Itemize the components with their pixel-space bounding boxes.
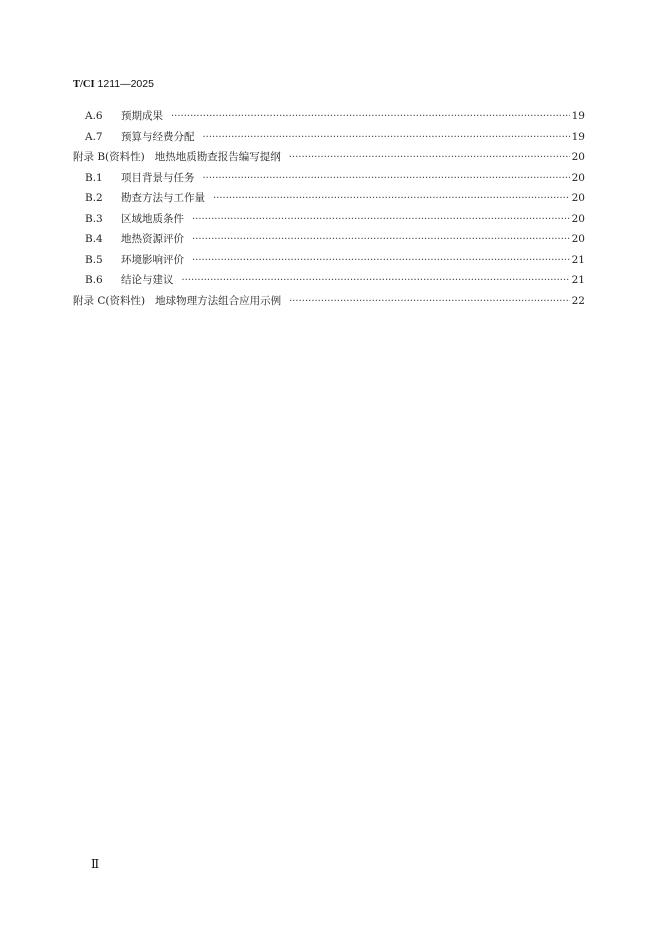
toc-entry-b6[interactable] bbox=[73, 272, 585, 293]
toc-entry-page: 20 bbox=[571, 212, 585, 225]
toc-leader-dots bbox=[182, 275, 570, 286]
toc-entry-b5[interactable] bbox=[73, 252, 585, 273]
toc-entry-page: 21 bbox=[571, 274, 585, 286]
toc-leader-dots bbox=[192, 255, 570, 266]
toc-entry-title: 预期成果 bbox=[121, 110, 163, 122]
toc-leader-dots bbox=[203, 132, 570, 143]
toc-leader-dots bbox=[203, 173, 570, 184]
toc-entry-page: 20 bbox=[571, 192, 585, 204]
toc-entry-title: 预算与经费分配 bbox=[121, 130, 195, 143]
toc-entry-number: 附录 C(资料性) bbox=[73, 294, 146, 307]
toc-entry-page: 19 bbox=[571, 130, 585, 143]
toc-entry-page: 19 bbox=[571, 110, 585, 122]
toc-entry-appendix-c[interactable] bbox=[73, 293, 585, 314]
toc-leader-dots bbox=[289, 296, 570, 307]
toc-entry-number: A.7 bbox=[85, 130, 103, 143]
document-header bbox=[73, 78, 154, 90]
toc-entry-number: B.1 bbox=[85, 171, 103, 184]
table-of-contents bbox=[73, 108, 585, 313]
standard-code: 1211—2025 bbox=[97, 78, 154, 90]
toc-leader-dots bbox=[192, 234, 570, 245]
toc-entry-title: 地热资源评价 bbox=[121, 233, 184, 245]
toc-entry-a7[interactable] bbox=[73, 129, 585, 150]
toc-entry-b3[interactable] bbox=[73, 211, 585, 232]
toc-entry-page: 20 bbox=[571, 151, 585, 163]
toc-entry-number: B.3 bbox=[85, 212, 103, 225]
toc-entry-page: 20 bbox=[571, 171, 585, 184]
toc-entry-number: A.6 bbox=[85, 110, 103, 122]
toc-entry-title: 环境影响评价 bbox=[121, 253, 184, 266]
toc-entry-number: B.4 bbox=[85, 233, 103, 245]
toc-entry-title: 勘查方法与工作量 bbox=[121, 192, 205, 204]
toc-entry-page: 21 bbox=[571, 253, 585, 266]
toc-entry-title: 地球物理方法组合应用示例 bbox=[155, 294, 282, 307]
toc-entry-b1[interactable] bbox=[73, 170, 585, 191]
page-number: Ⅱ bbox=[91, 857, 100, 871]
toc-entry-number: B.2 bbox=[85, 192, 103, 204]
toc-entry-appendix-b[interactable] bbox=[73, 149, 585, 170]
toc-leader-dots bbox=[213, 193, 570, 204]
toc-leader-dots bbox=[289, 152, 570, 163]
toc-entry-number: B.5 bbox=[85, 253, 103, 266]
toc-entry-title: 地热地质勘查报告编写提纲 bbox=[154, 151, 281, 163]
toc-entry-title: 项目背景与任务 bbox=[121, 171, 195, 184]
toc-leader-dots bbox=[192, 214, 570, 225]
standard-prefix: T/CI bbox=[73, 79, 95, 90]
toc-entry-title: 区域地质条件 bbox=[121, 212, 184, 225]
toc-entry-number: 附录 B(资料性) bbox=[73, 151, 145, 163]
toc-entry-page: 20 bbox=[571, 233, 585, 245]
toc-entry-b4[interactable] bbox=[73, 231, 585, 252]
toc-entry-title: 结论与建议 bbox=[121, 274, 174, 286]
toc-leader-dots bbox=[171, 111, 570, 122]
toc-entry-page: 22 bbox=[571, 294, 585, 307]
toc-entry-b2[interactable] bbox=[73, 190, 585, 211]
toc-entry-number: B.6 bbox=[85, 274, 103, 286]
toc-entry-a6[interactable] bbox=[73, 108, 585, 129]
